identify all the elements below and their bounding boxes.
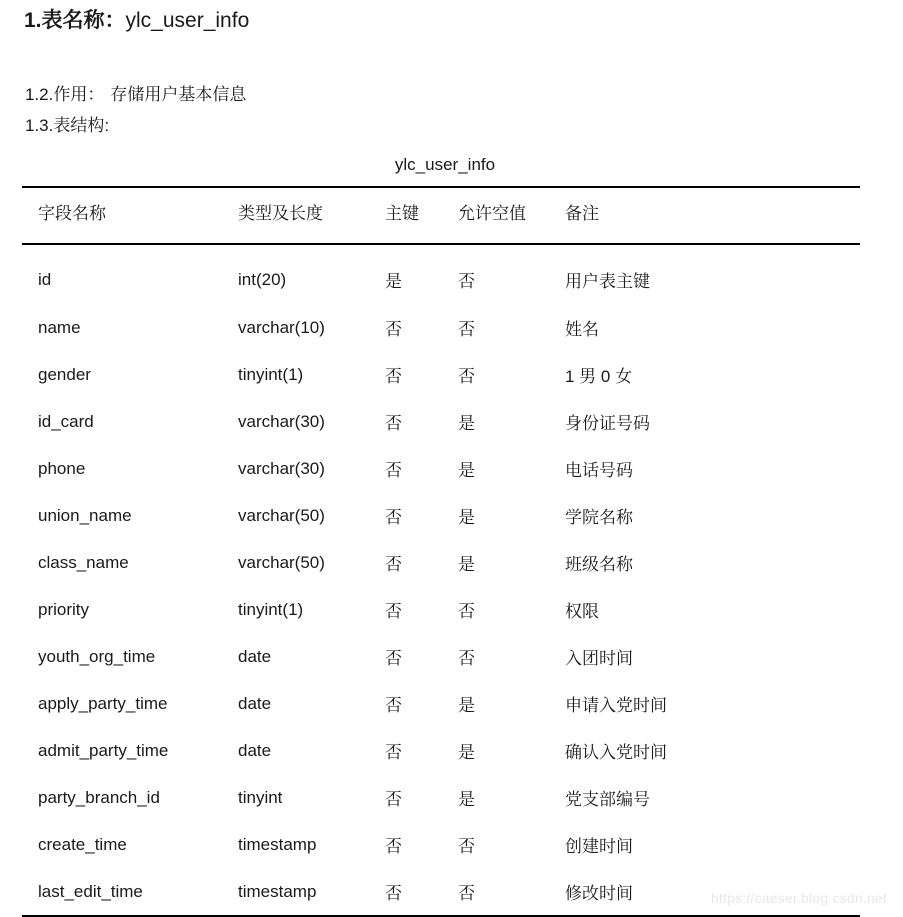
cell-nullable-value: 是 [458, 790, 475, 809]
cell-nullable-value: 否 [458, 367, 475, 386]
schema-table-body [22, 255, 860, 915]
cell-nullable-value: 是 [458, 696, 475, 715]
cell-nullable-value: 是 [458, 508, 475, 527]
cell-pk-value: 否 [385, 790, 402, 809]
cell-pk-value: 否 [385, 461, 402, 480]
cell-remark-value: 入团时间 [565, 649, 633, 668]
cell-nullable [442, 351, 549, 398]
section-structure-number: 1.3. [25, 116, 54, 135]
cell-nullable [442, 633, 549, 680]
cell-type-value: date [238, 740, 272, 760]
cell-type-value: tinyint [238, 787, 283, 807]
column-header-field-label: 字段名称 [38, 204, 106, 223]
cell-field-value: youth_org_time [38, 646, 156, 666]
cell-type-value: varchar(50) [238, 505, 325, 525]
cell-remark [549, 633, 860, 680]
page-title [24, 6, 249, 36]
cell-type-value: varchar(30) [238, 458, 325, 478]
table-row [22, 633, 860, 680]
table-row [22, 304, 860, 351]
cell-nullable-value: 否 [458, 602, 475, 621]
cell-remark [549, 774, 860, 821]
cell-nullable-value: 是 [458, 555, 475, 574]
cell-nullable [442, 821, 549, 868]
cell-remark [549, 445, 860, 492]
cell-nullable [442, 680, 549, 727]
cell-pk [369, 680, 442, 727]
cell-remark-value: 班级名称 [565, 555, 633, 574]
cell-field-value: union_name [38, 505, 132, 525]
cell-type-value: date [238, 646, 272, 666]
cell-nullable-value: 否 [458, 649, 475, 668]
table-row [22, 255, 860, 304]
section-purpose-label: 作用： [53, 85, 105, 104]
column-header-type-label: 类型及长度 [238, 204, 323, 223]
cell-field [22, 539, 222, 586]
table-row [22, 774, 860, 821]
cell-nullable [442, 727, 549, 774]
table-row [22, 398, 860, 445]
cell-pk [369, 492, 442, 539]
cell-nullable-value: 是 [458, 461, 475, 480]
cell-remark [549, 255, 860, 304]
cell-type-value: varchar(50) [238, 552, 325, 572]
cell-pk [369, 304, 442, 351]
table-body [22, 255, 860, 915]
cell-field-value: apply_party_time [38, 693, 168, 713]
table-row [22, 539, 860, 586]
cell-pk-value: 否 [385, 320, 402, 339]
cell-nullable-value: 否 [458, 884, 475, 903]
column-header-type [222, 188, 369, 235]
cell-remark-value: 确认入党时间 [565, 743, 667, 762]
cell-pk-value: 是 [385, 272, 402, 291]
table-row [22, 445, 860, 492]
cell-pk [369, 398, 442, 445]
cell-type-value: tinyint(1) [238, 364, 304, 384]
cell-remark [549, 821, 860, 868]
cell-remark-value: 1 男 0 女 [565, 367, 633, 386]
table-row [22, 727, 860, 774]
cell-remark-value: 修改时间 [565, 884, 633, 903]
column-header-nullable-label: 允许空值 [458, 204, 526, 223]
cell-remark-value: 党支部编号 [565, 790, 650, 809]
cell-type [222, 445, 369, 492]
schema-table-wrapper [22, 186, 860, 917]
header-spacer [22, 235, 860, 243]
cell-remark [549, 727, 860, 774]
cell-nullable [442, 539, 549, 586]
cell-remark [549, 492, 860, 539]
cell-remark [549, 304, 860, 351]
cell-type-value: varchar(30) [238, 411, 325, 431]
cell-field-value: party_branch_id [38, 787, 160, 807]
cell-field-value: create_time [38, 834, 127, 854]
column-header-remark-label: 备注 [565, 204, 599, 223]
cell-field-value: id_card [38, 411, 94, 431]
cell-field [22, 633, 222, 680]
cell-field [22, 727, 222, 774]
cell-nullable-value: 否 [458, 320, 475, 339]
cell-remark [549, 539, 860, 586]
cell-type [222, 351, 369, 398]
cell-remark-value: 权限 [565, 602, 599, 621]
cell-pk-value: 否 [385, 837, 402, 856]
cell-field-value: phone [38, 458, 86, 478]
section-purpose-number: 1.2. [25, 85, 54, 104]
section-purpose [25, 83, 246, 107]
cell-nullable-value: 否 [458, 837, 475, 856]
page-title-text: 表名称： [41, 9, 126, 32]
cell-nullable [442, 445, 549, 492]
cell-field-value: priority [38, 599, 90, 619]
section-structure-label: 表结构: [53, 116, 110, 135]
cell-field-value: name [38, 317, 81, 337]
cell-pk-value: 否 [385, 696, 402, 715]
cell-field [22, 586, 222, 633]
cell-nullable [442, 492, 549, 539]
cell-field [22, 255, 222, 304]
cell-nullable [442, 586, 549, 633]
cell-nullable [442, 774, 549, 821]
column-header-pk [369, 188, 442, 235]
cell-nullable-value: 是 [458, 743, 475, 762]
table-caption: ylc_user_info [394, 155, 496, 174]
cell-field-value: gender [38, 364, 91, 384]
cell-pk [369, 633, 442, 680]
cell-type [222, 774, 369, 821]
cell-pk-value: 否 [385, 602, 402, 621]
cell-nullable [442, 398, 549, 445]
cell-remark [549, 680, 860, 727]
cell-pk [369, 586, 442, 633]
cell-type [222, 539, 369, 586]
cell-field [22, 445, 222, 492]
cell-nullable-value: 否 [458, 272, 475, 291]
cell-remark-value: 用户表主键 [565, 272, 650, 291]
table-header-row [22, 188, 860, 235]
cell-pk-value: 否 [385, 508, 402, 527]
watermark: https://caeser.blog.csdn.net [710, 890, 887, 906]
cell-type-value: timestamp [238, 834, 317, 854]
table-row [22, 821, 860, 868]
cell-remark [549, 586, 860, 633]
table-row [22, 351, 860, 398]
cell-pk-value: 否 [385, 884, 402, 903]
table-header [22, 188, 860, 235]
cell-field [22, 774, 222, 821]
cell-type-value: timestamp [238, 881, 317, 901]
cell-pk-value: 否 [385, 414, 402, 433]
cell-type [222, 868, 369, 915]
column-header-pk-label: 主键 [385, 204, 419, 223]
cell-type-value: date [238, 693, 272, 713]
cell-field [22, 492, 222, 539]
column-header-nullable [442, 188, 549, 235]
cell-type [222, 586, 369, 633]
cell-remark [549, 398, 860, 445]
cell-type-value: tinyint(1) [238, 599, 304, 619]
cell-field [22, 680, 222, 727]
cell-type [222, 680, 369, 727]
cell-pk [369, 727, 442, 774]
cell-type-value: varchar(10) [238, 317, 325, 337]
cell-nullable [442, 868, 549, 915]
cell-pk [369, 868, 442, 915]
cell-field [22, 398, 222, 445]
cell-remark-value: 姓名 [565, 320, 599, 339]
section-purpose-value: 存储用户基本信息 [110, 85, 247, 104]
section-structure [25, 114, 109, 138]
cell-remark-value: 电话号码 [565, 461, 633, 480]
cell-type [222, 255, 369, 304]
cell-field-value: last_edit_time [38, 881, 143, 901]
table-row [22, 492, 860, 539]
cell-type [222, 492, 369, 539]
cell-field [22, 868, 222, 915]
page-title-label: 1. [24, 9, 42, 32]
schema-table [22, 188, 860, 235]
cell-pk [369, 539, 442, 586]
cell-pk [369, 255, 442, 304]
page-title-table-name: ylc_user_info [125, 9, 250, 32]
cell-pk-value: 否 [385, 743, 402, 762]
cell-field [22, 351, 222, 398]
column-header-remark [549, 188, 860, 235]
column-header-field [22, 188, 222, 235]
cell-remark-value: 创建时间 [565, 837, 633, 856]
cell-type [222, 821, 369, 868]
cell-pk [369, 821, 442, 868]
body-spacer [22, 245, 860, 255]
cell-pk-value: 否 [385, 367, 402, 386]
cell-type [222, 727, 369, 774]
cell-pk-value: 否 [385, 555, 402, 574]
cell-type [222, 304, 369, 351]
cell-type [222, 633, 369, 680]
cell-type [222, 398, 369, 445]
table-row [22, 680, 860, 727]
cell-nullable [442, 255, 549, 304]
cell-type-value: int(20) [238, 269, 287, 289]
cell-nullable [442, 304, 549, 351]
cell-remark-value: 身份证号码 [565, 414, 650, 433]
cell-pk-value: 否 [385, 649, 402, 668]
cell-field [22, 304, 222, 351]
cell-remark [549, 351, 860, 398]
cell-remark-value: 申请入党时间 [565, 696, 667, 715]
cell-pk [369, 351, 442, 398]
cell-field-value: admit_party_time [38, 740, 169, 760]
cell-field-value: class_name [38, 552, 129, 572]
cell-field [22, 821, 222, 868]
cell-remark-value: 学院名称 [565, 508, 633, 527]
cell-pk [369, 774, 442, 821]
table-row [22, 586, 860, 633]
cell-pk [369, 445, 442, 492]
cell-field-value: id [38, 269, 52, 289]
cell-nullable-value: 是 [458, 414, 475, 433]
